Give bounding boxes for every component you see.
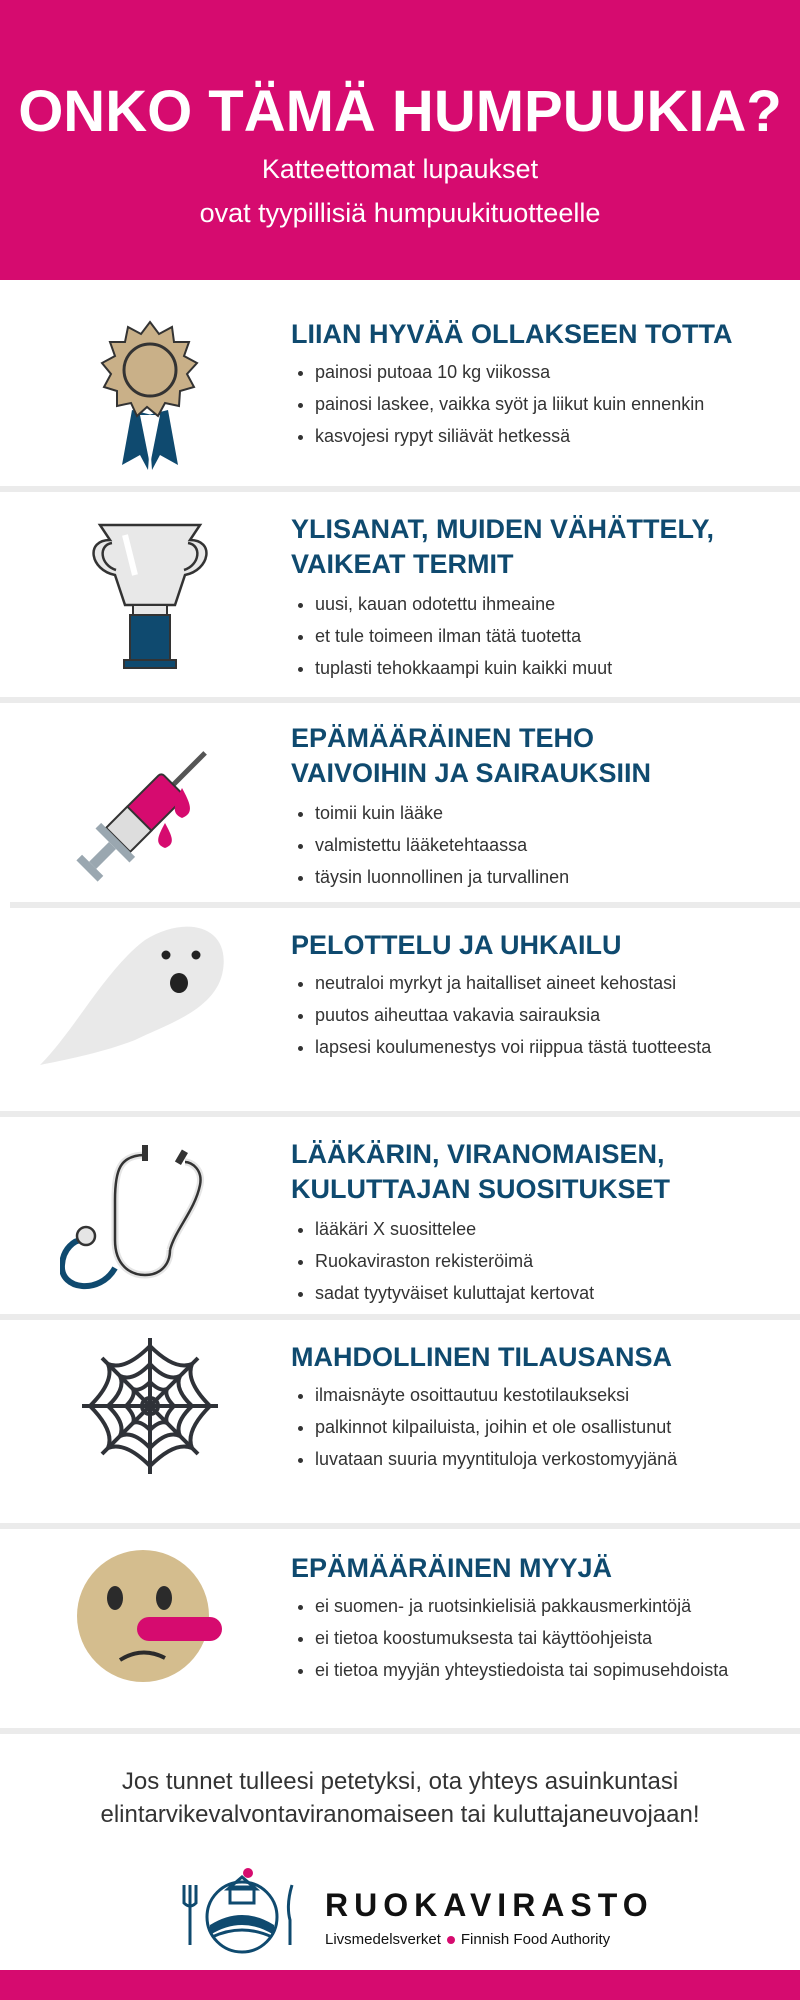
ruokavirasto-logo <box>180 1865 654 1965</box>
section-title-line-2: VAIVOIHIN JA SAIRAUKSIIN <box>291 758 652 788</box>
section-divider <box>10 902 800 908</box>
section-title-line-2: KULUTTAJAN SUOSITUKSET <box>291 1174 671 1204</box>
list-item: • lapsesi koulumenestys voi riippua tästä tuotteesta <box>315 1031 711 1063</box>
section-divider <box>0 1314 800 1320</box>
header-banner <box>0 0 800 280</box>
liar-face-icon <box>60 1538 240 1698</box>
dot-separator-icon <box>447 1936 455 1944</box>
logo-tagline-left: Livsmedelsverket <box>325 1931 441 1948</box>
section-title: PELOTTELU JA UHKAILU <box>291 930 622 960</box>
section-divider <box>0 486 800 492</box>
list-item: • sadat tyytyväiset kuluttajat kertovat <box>315 1277 594 1309</box>
section-title: MAHDOLLINEN TILAUSANSA <box>291 1342 672 1372</box>
section-divider <box>0 1523 800 1529</box>
list-item: • painosi putoaa 10 kg viikossa <box>315 356 704 388</box>
list-item: • täysin luonnollinen ja turvallinen <box>315 861 569 893</box>
list-item: • palkinnot kilpailuista, joihin et ole osallistunut <box>315 1411 677 1443</box>
list-item: • uusi, kauan odotettu ihmeaine <box>315 588 612 620</box>
list-item: • lääkäri X suosittelee <box>315 1213 594 1245</box>
logo-emblem-icon <box>180 1865 300 1965</box>
subtitle-line-2: ovat tyypillisiä humpuukituotteelle <box>199 198 601 228</box>
footer-line-2: elintarvikevalvontaviranomaiseen tai kuluttajaneuvojaan! <box>100 1801 700 1828</box>
list-item: • ei tietoa myyjän yhteystiedoista tai sopimusehdoista <box>315 1654 728 1686</box>
section-title: EPÄMÄÄRÄINEN MYYJÄ <box>291 1553 613 1583</box>
item-list <box>291 1379 677 1475</box>
logo-wordmark: RUOKAVIRASTO <box>325 1887 654 1923</box>
subtitle-line-1: Katteettomat lupaukset <box>261 154 539 184</box>
item-list <box>291 1213 594 1309</box>
stethoscope-icon <box>60 1140 240 1300</box>
list-item: • ei tietoa koostumuksesta tai käyttöohjeista <box>315 1622 728 1654</box>
footer-message <box>0 1765 800 1831</box>
list-item: • neutraloi myrkyt ja haitalliset aineet kehostasi <box>315 967 711 999</box>
section-title: LIIAN HYVÄÄ OLLAKSEEN TOTTA <box>291 319 733 349</box>
syringe-icon <box>60 728 240 888</box>
list-item: • valmistettu lääketehtaassa <box>315 829 569 861</box>
section-title-line-1: YLISANAT, MUIDEN VÄHÄTTELY, <box>291 514 715 544</box>
logo-tagline <box>325 1931 610 1948</box>
item-list <box>291 588 612 684</box>
list-item: • puutos aiheuttaa vakavia sairauksia <box>315 999 711 1031</box>
list-item: • tuplasti tehokkaampi kuin kaikki muut <box>315 652 612 684</box>
item-list <box>291 967 711 1063</box>
section-title <box>291 512 771 582</box>
trophy-icon <box>60 515 240 675</box>
list-item: • painosi laskee, vaikka syöt ja liikut kuin ennenkin <box>315 388 704 420</box>
section-divider <box>0 1111 800 1117</box>
list-item: • ilmaisnäyte osoittautuu kestotilaukseksi <box>315 1379 677 1411</box>
list-item: • toimii kuin lääke <box>315 797 569 829</box>
item-list <box>291 356 704 452</box>
item-list <box>291 1590 728 1686</box>
section-title-line-1: LÄÄKÄRIN, VIRANOMAISEN, <box>291 1139 665 1169</box>
list-item: • Ruokaviraston rekisteröimä <box>315 1245 594 1277</box>
section-title <box>291 1137 771 1207</box>
list-item: • et tule toimeen ilman tätä tuotetta <box>315 620 612 652</box>
list-item: • kasvojesi rypyt siliävät hetkessä <box>315 420 704 452</box>
section-title <box>291 721 771 791</box>
ghost-icon <box>35 910 235 1070</box>
section-title-line-2: VAIKEAT TERMIT <box>291 549 514 579</box>
spiderweb-icon <box>60 1326 240 1486</box>
list-item: • luvataan suuria myyntituloja verkostomyyjänä <box>315 1443 677 1475</box>
list-item: • ei suomen- ja ruotsinkielisiä pakkausmerkintöjä <box>315 1590 728 1622</box>
medal-icon <box>60 315 240 475</box>
section-title-line-1: EPÄMÄÄRÄINEN TEHO <box>291 723 595 753</box>
bottom-bar <box>0 1970 800 2000</box>
item-list <box>291 797 569 893</box>
footer-line-1: Jos tunnet tulleesi petetyksi, ota yhteys asuinkuntasi <box>121 1768 679 1795</box>
section-divider <box>0 1728 800 1734</box>
logo-tagline-right: Finnish Food Authority <box>460 1931 611 1948</box>
page-title: ONKO TÄMÄ HUMPUUKIA? <box>18 79 782 144</box>
section-divider <box>0 697 800 703</box>
